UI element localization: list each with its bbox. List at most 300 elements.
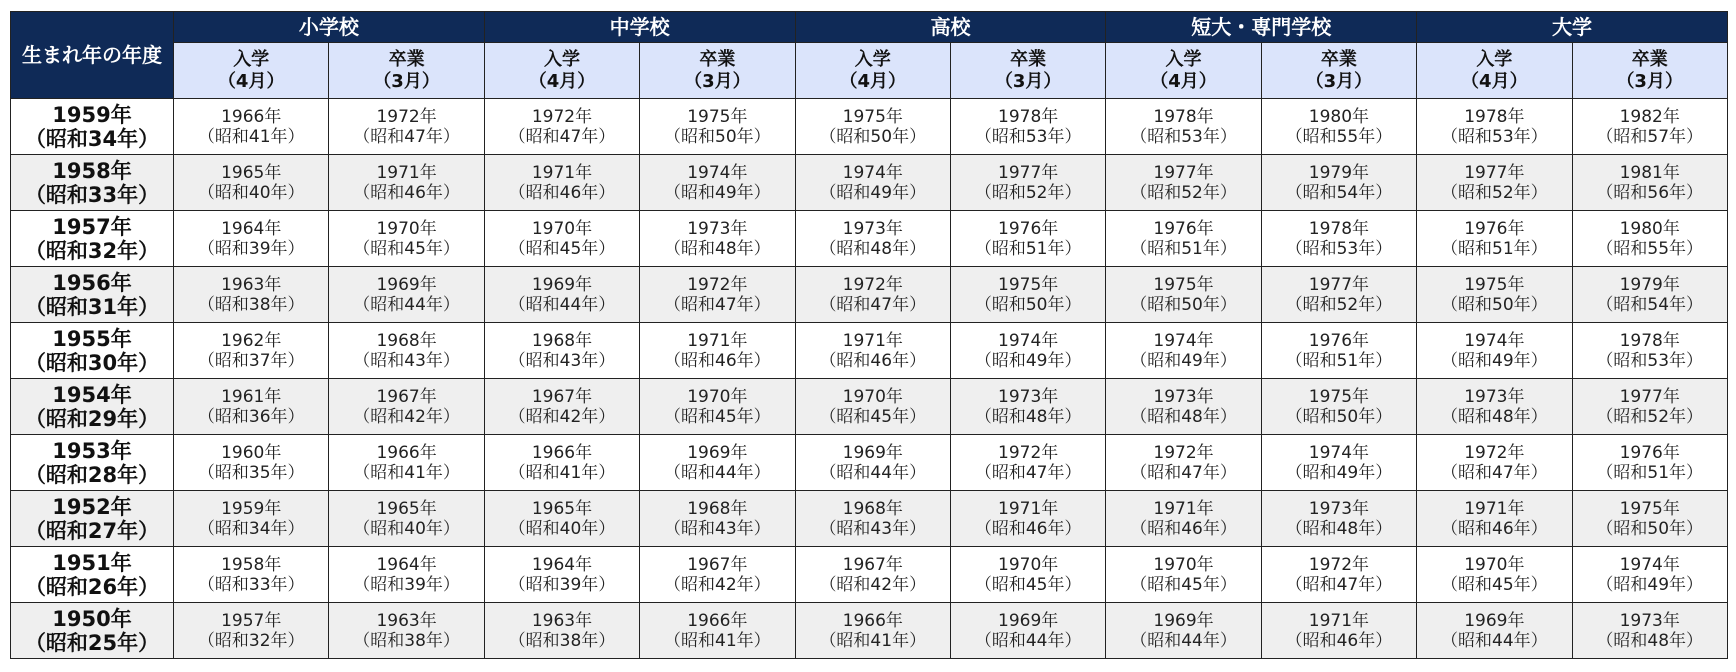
date-era: （昭和41年）: [353, 462, 460, 483]
date-cell: [329, 155, 484, 211]
date-year: 1973年: [1153, 386, 1214, 407]
date-year: 1974年: [998, 330, 1059, 351]
date-year: 1969年: [842, 442, 903, 463]
birth-era: （昭和28年）: [24, 462, 160, 487]
date-cell: [795, 211, 950, 267]
birth-era: （昭和29年）: [24, 406, 160, 431]
date-year: 1967年: [376, 386, 437, 407]
date-year: 1969年: [687, 442, 748, 463]
date-year: 1978年: [1619, 330, 1680, 351]
date-year: 1966年: [687, 610, 748, 631]
date-cell: [1572, 491, 1727, 547]
date-cell: [329, 435, 484, 491]
date-era: （昭和44年）: [508, 294, 616, 315]
date-year: 1966年: [221, 106, 282, 127]
date-cell: [950, 267, 1105, 323]
date-year: 1975年: [1619, 498, 1680, 519]
birth-year: 1951年: [52, 550, 132, 575]
group-header: 高校: [795, 12, 1106, 43]
enter-header: [484, 43, 639, 99]
table-row: [11, 435, 1728, 491]
date-cell: [1261, 99, 1416, 155]
date-cell: [950, 547, 1105, 603]
date-year: 1967年: [531, 386, 593, 407]
graduate-header: [640, 43, 795, 99]
date-cell: [1261, 435, 1416, 491]
birth-year-cell: [11, 323, 174, 379]
table-row: [11, 491, 1728, 547]
date-era: （昭和51年）: [1596, 462, 1704, 483]
date-era: （昭和44年）: [1130, 630, 1237, 651]
date-year: 1972年: [998, 442, 1059, 463]
date-cell: [484, 155, 639, 211]
date-year: 1968年: [687, 498, 748, 519]
birth-year: 1959年: [52, 102, 132, 127]
date-year: 1980年: [1308, 106, 1370, 127]
date-era: （昭和50年）: [1596, 518, 1704, 539]
date-year: 1972年: [1308, 554, 1370, 575]
date-cell: [640, 379, 795, 435]
date-cell: [950, 379, 1105, 435]
date-year: 1977年: [1308, 274, 1370, 295]
date-cell: [174, 155, 329, 211]
date-cell: [1106, 547, 1261, 603]
enter-header: [174, 43, 329, 99]
enter-header-line: 入学: [543, 48, 580, 70]
date-era: （昭和41年）: [664, 630, 771, 651]
date-year: 1977年: [998, 162, 1059, 183]
date-cell: [795, 99, 950, 155]
date-cell: [329, 323, 484, 379]
date-cell: [640, 547, 795, 603]
date-year: 1969年: [998, 610, 1059, 631]
subheader-row: [11, 43, 1728, 99]
enter-header-line: （4月）: [528, 70, 596, 92]
date-cell: [484, 547, 639, 603]
date-year: 1969年: [1153, 610, 1214, 631]
date-cell: [484, 211, 639, 267]
date-era: （昭和33年）: [197, 574, 305, 595]
date-cell: [1572, 435, 1727, 491]
date-cell: [329, 99, 484, 155]
date-era: （昭和34年）: [197, 518, 305, 539]
date-era: （昭和53年）: [1285, 238, 1393, 259]
table-row: [11, 603, 1728, 659]
date-year: 1975年: [998, 274, 1059, 295]
date-era: （昭和40年）: [508, 518, 616, 539]
birth-year-cell: [11, 211, 174, 267]
date-cell: [640, 155, 795, 211]
date-era: （昭和49年）: [1130, 350, 1237, 371]
date-era: （昭和50年）: [664, 126, 771, 147]
date-year: 1963年: [531, 610, 593, 631]
date-cell: [1261, 267, 1416, 323]
date-cell: [329, 267, 484, 323]
date-year: 1970年: [1464, 554, 1525, 575]
enter-header-line: 入学: [854, 48, 891, 70]
date-era: （昭和49年）: [664, 182, 771, 203]
date-cell: [950, 155, 1105, 211]
date-era: （昭和42年）: [819, 574, 927, 595]
date-cell: [1572, 323, 1727, 379]
date-cell: [174, 547, 329, 603]
date-year: 1981年: [1619, 162, 1680, 183]
date-cell: [1417, 547, 1572, 603]
date-era: （昭和41年）: [819, 630, 927, 651]
date-era: （昭和46年）: [508, 182, 616, 203]
date-era: （昭和43年）: [508, 350, 616, 371]
graduate-header-line: （3月）: [684, 70, 751, 92]
date-cell: [174, 435, 329, 491]
date-era: （昭和47年）: [353, 126, 460, 147]
group-header: 中学校: [484, 12, 795, 43]
date-era: （昭和50年）: [1441, 294, 1548, 315]
date-year: 1957年: [221, 610, 282, 631]
enter-header-line: （4月）: [217, 70, 285, 92]
birth-year-cell: [11, 435, 174, 491]
date-cell: [1106, 603, 1261, 659]
date-era: （昭和46年）: [664, 350, 771, 371]
date-cell: [640, 211, 795, 267]
date-cell: [640, 99, 795, 155]
date-year: 1971年: [998, 498, 1059, 519]
date-era: （昭和47年）: [664, 294, 771, 315]
date-cell: [484, 491, 639, 547]
date-cell: [1417, 99, 1572, 155]
date-cell: [1106, 267, 1261, 323]
graduate-header-line: 卒業: [1631, 48, 1668, 70]
date-cell: [1106, 491, 1261, 547]
date-cell: [795, 267, 950, 323]
date-year: 1969年: [531, 274, 593, 295]
date-year: 1979年: [1308, 162, 1370, 183]
date-year: 1965年: [376, 498, 437, 519]
birth-era: （昭和26年）: [24, 574, 160, 599]
date-era: （昭和45年）: [974, 574, 1082, 595]
date-era: （昭和48年）: [1285, 518, 1393, 539]
date-era: （昭和47年）: [819, 294, 927, 315]
date-era: （昭和56年）: [1596, 182, 1704, 203]
date-cell: [950, 491, 1105, 547]
date-cell: [640, 603, 795, 659]
birth-year: 1958年: [52, 158, 132, 183]
date-year: 1974年: [1308, 442, 1370, 463]
date-cell: [484, 435, 639, 491]
date-cell: [1417, 211, 1572, 267]
date-year: 1968年: [842, 498, 903, 519]
date-cell: [1417, 323, 1572, 379]
birth-year-cell: [11, 155, 174, 211]
date-era: （昭和51年）: [1130, 238, 1237, 259]
date-cell: [329, 603, 484, 659]
date-cell: [1572, 99, 1727, 155]
school-year-table: [10, 11, 1728, 659]
date-era: （昭和43年）: [664, 518, 771, 539]
date-year: 1976年: [1464, 218, 1525, 239]
date-era: （昭和44年）: [819, 462, 927, 483]
date-cell: [795, 491, 950, 547]
date-era: （昭和51年）: [974, 238, 1082, 259]
date-era: （昭和49年）: [819, 182, 927, 203]
date-year: 1982年: [1619, 106, 1680, 127]
birth-era: （昭和33年）: [24, 182, 160, 207]
date-cell: [174, 323, 329, 379]
date-era: （昭和52年）: [1596, 406, 1704, 427]
date-era: （昭和49年）: [974, 350, 1082, 371]
date-cell: [174, 99, 329, 155]
date-year: 1979年: [1619, 274, 1680, 295]
date-year: 1977年: [1619, 386, 1680, 407]
date-year: 1977年: [1464, 162, 1525, 183]
table-row: [11, 379, 1728, 435]
date-cell: [1572, 211, 1727, 267]
date-era: （昭和49年）: [1285, 462, 1393, 483]
date-year: 1975年: [842, 106, 903, 127]
date-year: 1973年: [687, 218, 748, 239]
date-cell: [1106, 379, 1261, 435]
birth-year: 1955年: [52, 326, 132, 351]
date-cell: [484, 267, 639, 323]
date-year: 1975年: [1464, 274, 1525, 295]
date-cell: [329, 547, 484, 603]
date-year: 1958年: [221, 554, 282, 575]
date-cell: [640, 323, 795, 379]
date-cell: [1417, 491, 1572, 547]
date-cell: [795, 155, 950, 211]
date-cell: [1106, 435, 1261, 491]
date-era: （昭和46年）: [1285, 630, 1393, 651]
date-cell: [1106, 155, 1261, 211]
date-era: （昭和46年）: [1441, 518, 1548, 539]
enter-header-line: （4月）: [1461, 70, 1528, 92]
date-era: （昭和47年）: [1130, 462, 1237, 483]
date-era: （昭和40年）: [353, 518, 460, 539]
date-era: （昭和46年）: [1130, 518, 1237, 539]
date-era: （昭和45年）: [1130, 574, 1237, 595]
graduate-header-line: （3月）: [1616, 70, 1683, 92]
date-year: 1973年: [1464, 386, 1525, 407]
date-era: （昭和45年）: [353, 238, 460, 259]
date-cell: [795, 435, 950, 491]
enter-header-line: 入学: [1476, 48, 1513, 70]
date-cell: [174, 211, 329, 267]
date-cell: [1417, 603, 1572, 659]
date-era: （昭和42年）: [664, 574, 771, 595]
date-cell: [484, 99, 639, 155]
table-row: [11, 99, 1728, 155]
date-cell: [1572, 267, 1727, 323]
date-era: （昭和46年）: [974, 518, 1082, 539]
date-era: （昭和38年）: [353, 630, 460, 651]
date-era: （昭和42年）: [353, 406, 460, 427]
date-cell: [1572, 379, 1727, 435]
date-era: （昭和47年）: [508, 126, 616, 147]
date-year: 1971年: [531, 162, 593, 183]
graduate-header-line: （3月）: [1305, 70, 1373, 92]
date-cell: [795, 323, 950, 379]
date-era: （昭和49年）: [1596, 574, 1704, 595]
date-era: （昭和44年）: [353, 294, 460, 315]
birth-era: （昭和34年）: [24, 126, 160, 151]
date-era: （昭和53年）: [1130, 126, 1237, 147]
date-year: 1972年: [687, 274, 748, 295]
date-year: 1967年: [687, 554, 748, 575]
date-era: （昭和39年）: [508, 574, 616, 595]
table-row: [11, 547, 1728, 603]
date-year: 1970年: [998, 554, 1059, 575]
date-cell: [1417, 435, 1572, 491]
date-era: （昭和41年）: [508, 462, 616, 483]
graduate-header: [950, 43, 1105, 99]
date-cell: [1417, 267, 1572, 323]
date-era: （昭和48年）: [819, 238, 927, 259]
date-year: 1967年: [842, 554, 903, 575]
date-year: 1962年: [221, 330, 282, 351]
group-header-row: [11, 12, 1728, 43]
birth-year-cell: [11, 491, 174, 547]
date-cell: [1261, 155, 1416, 211]
date-era: （昭和50年）: [974, 294, 1082, 315]
table-row: [11, 155, 1728, 211]
enter-header-line: 入学: [1165, 48, 1202, 70]
date-year: 1978年: [1308, 218, 1370, 239]
date-era: （昭和45年）: [819, 406, 927, 427]
date-cell: [1106, 211, 1261, 267]
date-year: 1965年: [221, 162, 282, 183]
date-era: （昭和55年）: [1285, 126, 1393, 147]
date-year: 1973年: [1308, 498, 1370, 519]
date-year: 1974年: [687, 162, 748, 183]
date-era: （昭和38年）: [508, 630, 616, 651]
date-era: （昭和39年）: [197, 238, 305, 259]
date-era: （昭和37年）: [197, 350, 305, 371]
date-year: 1980年: [1619, 218, 1680, 239]
birth-year-cell: [11, 547, 174, 603]
birth-year: 1956年: [52, 270, 132, 295]
date-era: （昭和45年）: [508, 238, 616, 259]
date-year: 1971年: [842, 330, 903, 351]
date-year: 1971年: [687, 330, 748, 351]
graduate-header-line: 卒業: [1010, 48, 1047, 70]
birth-era: （昭和27年）: [24, 518, 160, 543]
date-year: 1966年: [842, 610, 903, 631]
date-year: 1969年: [1464, 610, 1525, 631]
date-era: （昭和44年）: [1441, 630, 1548, 651]
date-cell: [1417, 155, 1572, 211]
date-era: （昭和57年）: [1596, 126, 1704, 147]
group-header: 短大・専門学校: [1106, 12, 1417, 43]
date-cell: [1261, 379, 1416, 435]
graduate-header-line: （3月）: [373, 70, 440, 92]
group-header: 小学校: [174, 12, 485, 43]
date-era: （昭和47年）: [1441, 462, 1548, 483]
date-year: 1971年: [376, 162, 437, 183]
date-year: 1970年: [376, 218, 437, 239]
date-cell: [950, 211, 1105, 267]
date-year: 1974年: [1619, 554, 1680, 575]
birth-year-cell: [11, 603, 174, 659]
date-year: 1966年: [531, 442, 593, 463]
date-era: （昭和53年）: [1596, 350, 1704, 371]
date-cell: [1417, 379, 1572, 435]
graduate-header: [1261, 43, 1416, 99]
date-year: 1975年: [687, 106, 748, 127]
date-era: （昭和45年）: [1441, 574, 1548, 595]
date-year: 1978年: [1153, 106, 1214, 127]
date-era: （昭和32年）: [197, 630, 305, 651]
graduate-header-line: 卒業: [699, 48, 736, 70]
date-cell: [174, 379, 329, 435]
date-year: 1973年: [1619, 610, 1680, 631]
graduate-header: [329, 43, 484, 99]
date-year: 1961年: [221, 386, 282, 407]
date-era: （昭和48年）: [1441, 406, 1548, 427]
date-era: （昭和50年）: [1285, 406, 1393, 427]
date-cell: [640, 491, 795, 547]
date-cell: [174, 491, 329, 547]
date-cell: [1261, 211, 1416, 267]
date-year: 1970年: [531, 218, 593, 239]
date-cell: [174, 603, 329, 659]
group-header: 大学: [1417, 12, 1728, 43]
birth-year: 1952年: [52, 494, 132, 519]
date-era: （昭和48年）: [974, 406, 1082, 427]
date-cell: [484, 323, 639, 379]
date-era: （昭和44年）: [664, 462, 771, 483]
date-year: 1970年: [842, 386, 903, 407]
date-year: 1972年: [531, 106, 593, 127]
date-cell: [1572, 155, 1727, 211]
birth-year: 1957年: [52, 214, 132, 239]
date-era: （昭和50年）: [1130, 294, 1237, 315]
date-year: 1964年: [376, 554, 437, 575]
date-cell: [795, 379, 950, 435]
date-year: 1975年: [1153, 274, 1214, 295]
date-year: 1974年: [1464, 330, 1525, 351]
date-cell: [1106, 99, 1261, 155]
birth-era: （昭和31年）: [24, 294, 160, 319]
date-cell: [484, 603, 639, 659]
birth-year-cell: [11, 267, 174, 323]
date-cell: [329, 491, 484, 547]
birth-year-cell: [11, 379, 174, 435]
date-cell: [950, 603, 1105, 659]
date-era: （昭和52年）: [1285, 294, 1393, 315]
graduate-header-line: 卒業: [1320, 48, 1357, 70]
date-era: （昭和47年）: [974, 462, 1082, 483]
date-year: 1964年: [221, 218, 282, 239]
date-year: 1966年: [376, 442, 437, 463]
corner-header: 生まれ年の年度: [11, 12, 174, 99]
date-year: 1964年: [531, 554, 593, 575]
date-era: （昭和43年）: [353, 350, 460, 371]
date-era: （昭和54年）: [1285, 182, 1393, 203]
enter-header: [1106, 43, 1261, 99]
date-era: （昭和54年）: [1596, 294, 1704, 315]
date-cell: [950, 323, 1105, 379]
date-era: （昭和51年）: [1285, 350, 1393, 371]
date-era: （昭和52年）: [974, 182, 1082, 203]
date-era: （昭和46年）: [353, 182, 460, 203]
birth-year: 1950年: [52, 606, 132, 631]
date-year: 1978年: [998, 106, 1059, 127]
date-era: （昭和38年）: [197, 294, 305, 315]
date-year: 1969年: [376, 274, 437, 295]
date-cell: [329, 379, 484, 435]
date-year: 1971年: [1153, 498, 1214, 519]
date-cell: [174, 267, 329, 323]
date-era: （昭和41年）: [197, 126, 305, 147]
